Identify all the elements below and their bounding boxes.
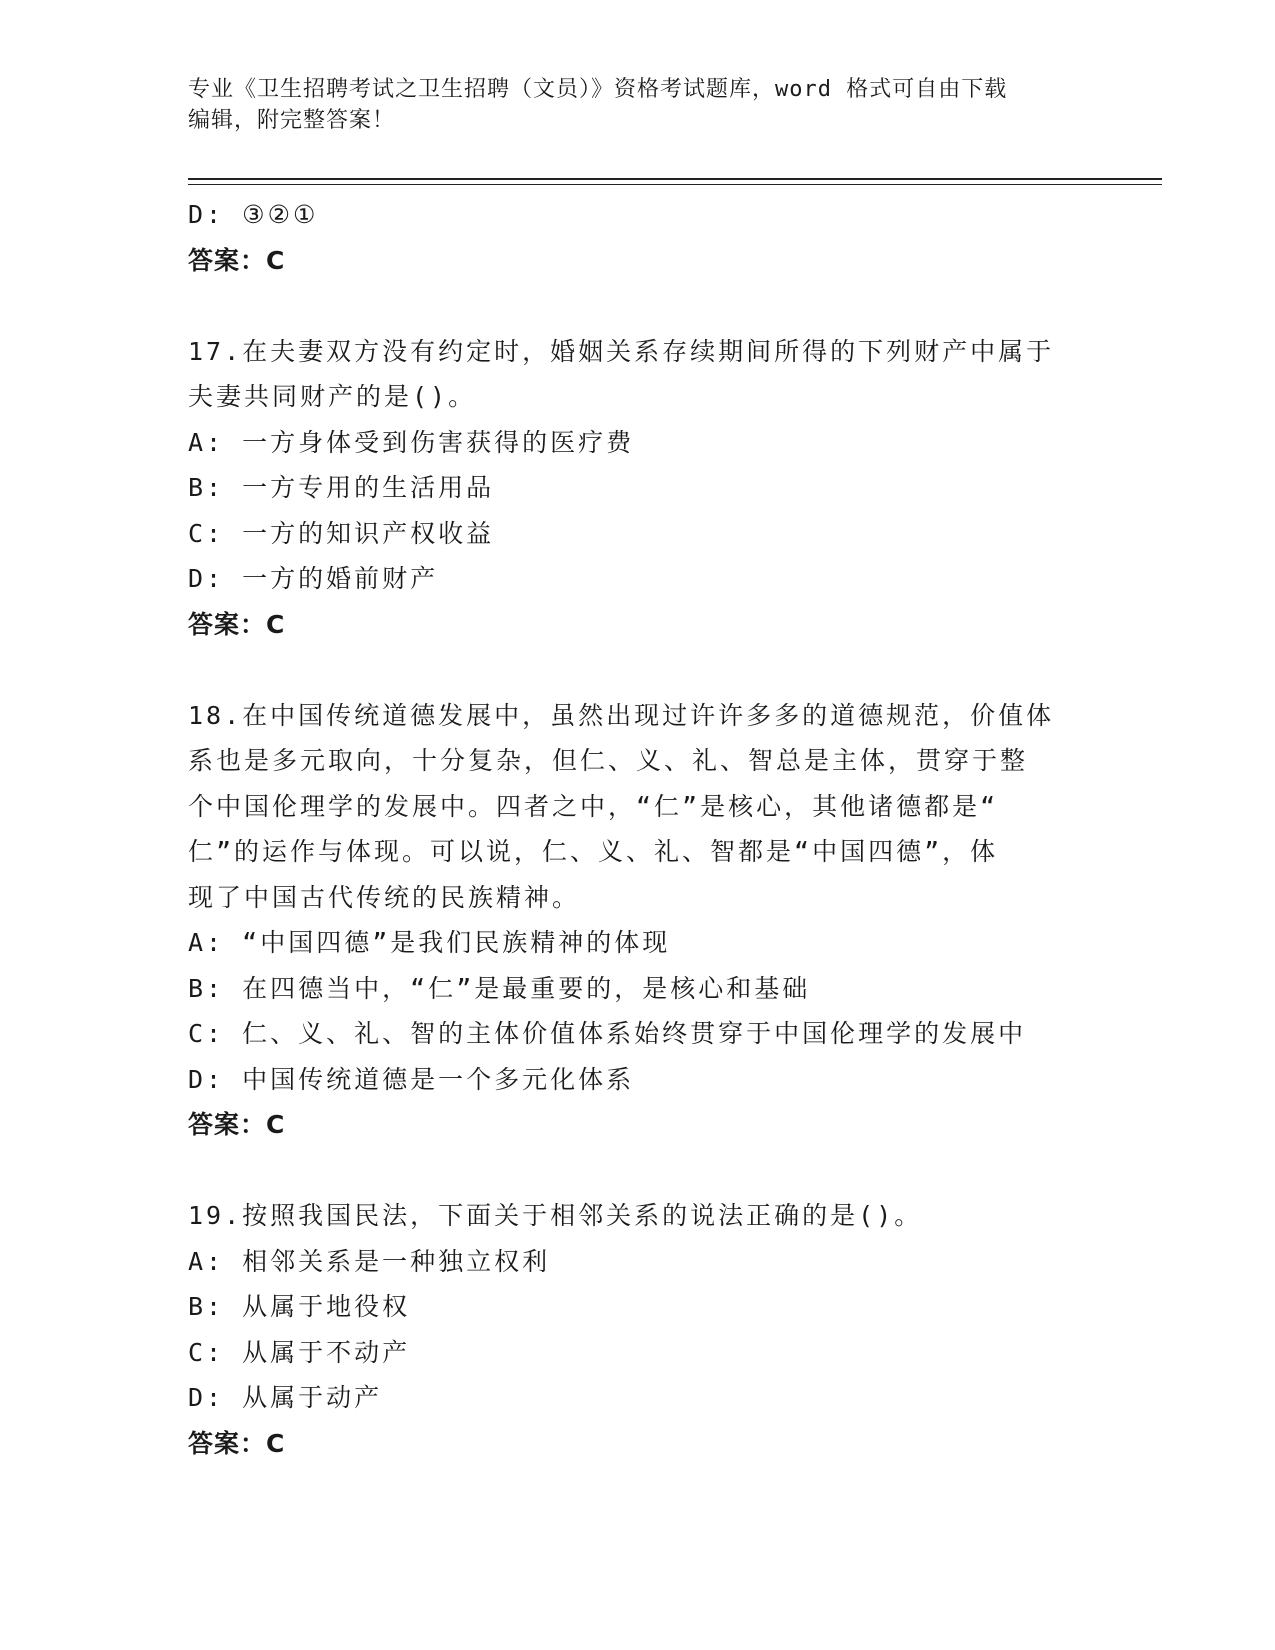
option-a: A: “中国四德”是我们民族精神的体现 (188, 928, 671, 957)
header-line-1: 专业《卫生招聘考试之卫生招聘（文员）》资格考试题库，word 格式可自由下载 (188, 77, 1008, 102)
question-stem-line: 个中国伦理学的发展中。四者之中，“仁”是核心，其他诸德都是“ (188, 791, 999, 821)
answer: 答案：C (188, 609, 286, 639)
question-stem-line: 19.按照我国民法，下面关于相邻关系的说法正确的是()。 (188, 1201, 923, 1230)
question-stem-line: 仁”的运作与体现。可以说，仁、义、礼、智都是“中国四德”，体 (188, 837, 999, 866)
header-line-2: 编辑，附完整答案！ (188, 108, 396, 133)
prev-option-d: D: ③②① (188, 200, 319, 229)
answer: 答案：C (188, 1110, 286, 1139)
question-17 (188, 329, 1088, 648)
option-c: C: 从属于不动产 (188, 1337, 411, 1367)
answer: 答案：C (188, 1428, 286, 1458)
option-b: B: 一方专用的生活用品 (188, 473, 495, 502)
question-stem-line: 夫妻共同财产的是()。 (188, 382, 477, 411)
prev-answer: 答案：C (188, 245, 286, 275)
option-d: D: 从属于动产 (188, 1383, 383, 1412)
option-b: B: 从属于地役权 (188, 1292, 411, 1321)
spacer (188, 647, 1088, 693)
header-divider-thin (188, 184, 1162, 185)
question-stem-line: 18.在中国传统道德发展中，虽然出现过许许多多的道德规范，价值体 (188, 700, 1055, 730)
option-c: C: 一方的知识产权收益 (188, 518, 495, 548)
spacer (188, 283, 1088, 329)
option-a: A: 相邻关系是一种独立权利 (188, 1246, 551, 1276)
document-header (188, 74, 1068, 136)
option-a: A: 一方身体受到伤害获得的医疗费 (188, 427, 635, 457)
question-stem-line: 现了中国古代传统的民族精神。 (188, 882, 581, 912)
question-stem-line: 系也是多元取向，十分复杂，但仁、义、礼、智总是主体，贯穿于整 (188, 746, 1029, 775)
option-d: D: 一方的婚前财产 (188, 564, 439, 593)
question-content (188, 192, 1088, 1466)
option-b: B: 在四德当中，“仁”是最重要的，是核心和基础 (188, 973, 811, 1003)
spacer (188, 1148, 1088, 1194)
question-19 (188, 1193, 1088, 1466)
question-18 (188, 693, 1088, 1148)
header-divider-thick (188, 178, 1162, 180)
option-d: D: 中国传统道德是一个多元化体系 (188, 1064, 635, 1094)
question-stem-line: 17.在夫妻双方没有约定时，婚姻关系存续期间所得的下列财产中属于 (188, 336, 1055, 366)
option-c: C: 仁、义、礼、智的主体价值体系始终贯穿于中国伦理学的发展中 (188, 1019, 1027, 1048)
